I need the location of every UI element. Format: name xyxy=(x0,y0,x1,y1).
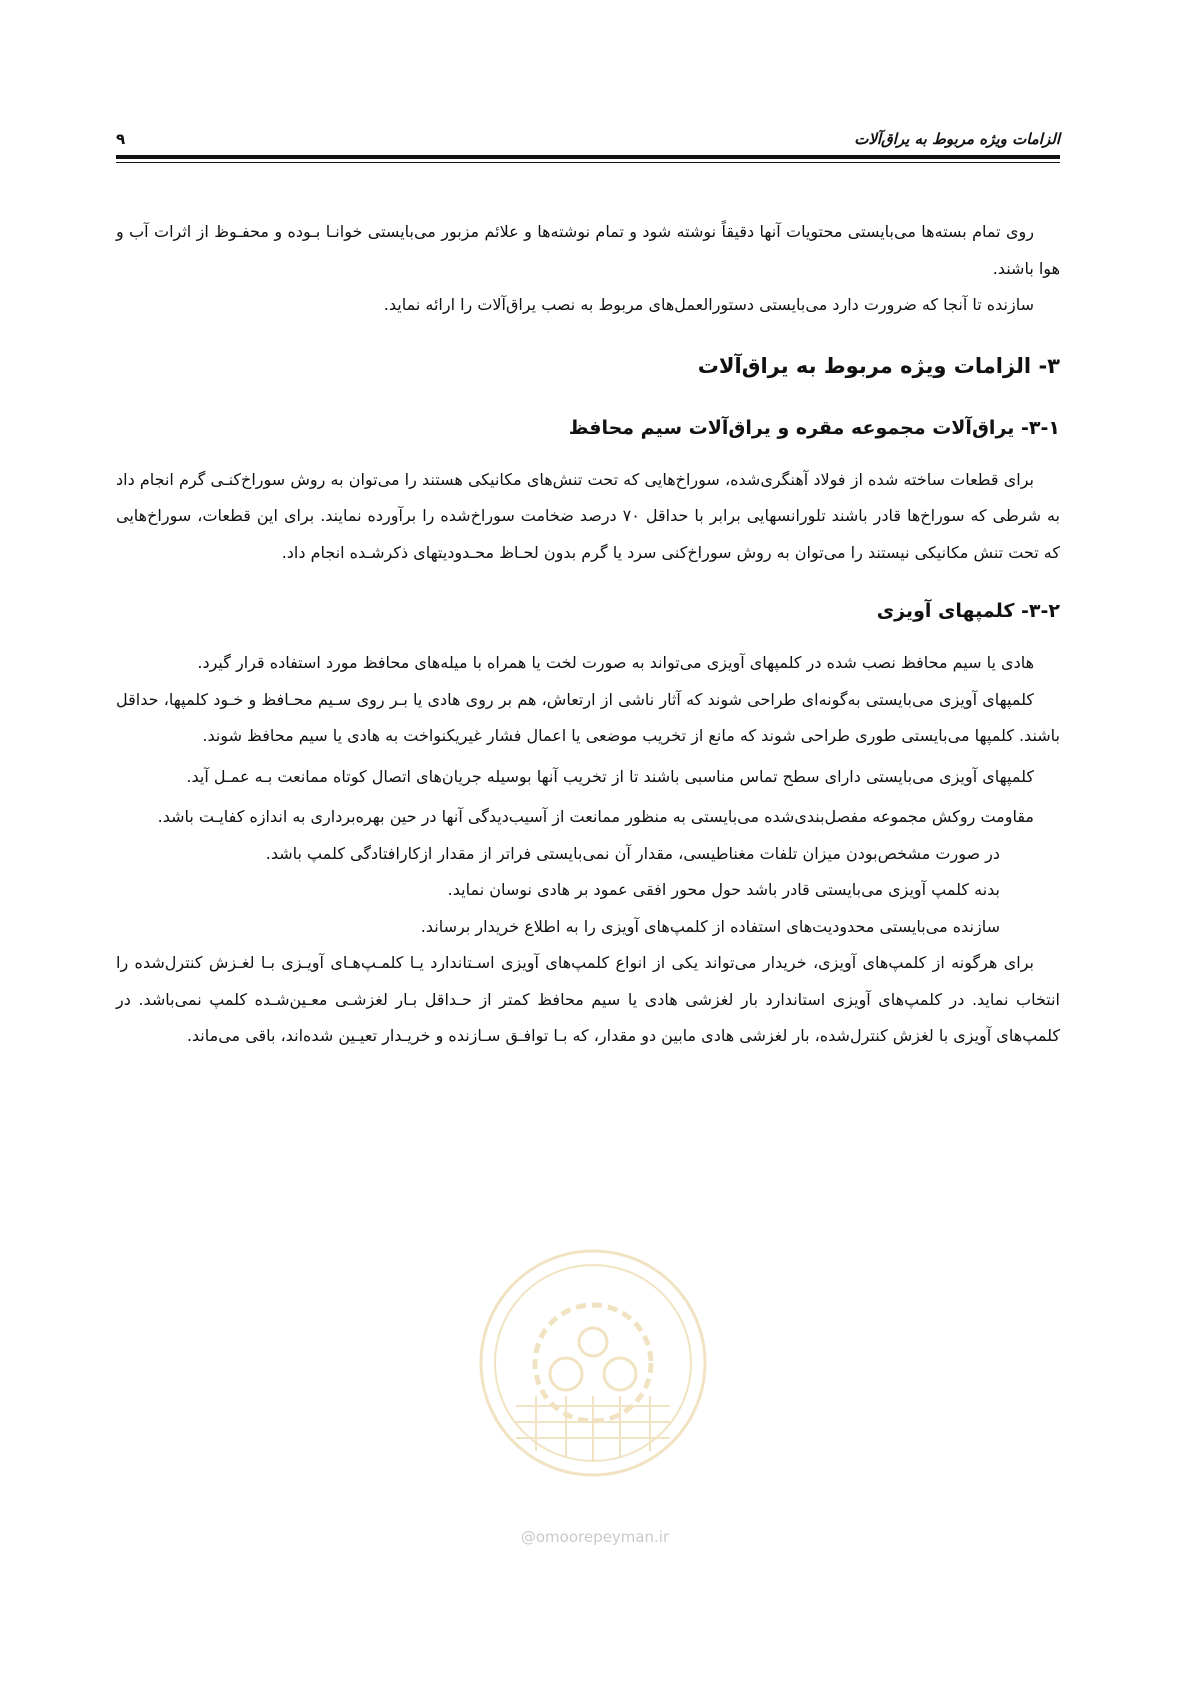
page-number: ۹ xyxy=(116,130,126,148)
paragraph: مقاومت روکش مجموعه مفصل‌بندی‌شده می‌بایستی به منظور ممانعت از آسیب‌دیدگی آنها در حین بهره‌برداری به اندازه کفایـت باشد. xyxy=(157,807,1034,826)
section-heading: ۳- الزامات ویژه مربوط به یراق‌آلات xyxy=(697,353,1060,378)
paragraph: کلمپهای آویزی می‌بایستی دارای سطح تماس مناسبی باشند تا از تخریب آنها بوسیله جریان‌های اتصال کوتاه ممانعت بـه عمـل آید. xyxy=(186,766,1034,786)
header-rule-thin xyxy=(116,162,1060,163)
paragraph: کلمپهای آویزی می‌بایستی به‌گونه‌ای طراحی شوند که آثار ناشی از ارتعاش، هم بر روی هادی یا بـر روی سـیم محـافظ و خـود کلمپها، حداقل باشند. کلمپها می‌بایستی طوری طراحی شوند که مانع از تخریب موضعی یا اعمال فشار غیریکنواخت به هادی یا سیم محافظ شوند. xyxy=(116,689,1060,745)
watermark-seal xyxy=(476,1246,710,1480)
running-title: الزامات ویژه مربوط به یراق‌آلات xyxy=(854,130,1060,148)
page-header xyxy=(116,130,1060,156)
watermark-site: @omoorepeyman.ir xyxy=(520,1528,670,1546)
subsection-heading: ۳-۱- یراق‌آلات مجموعه مقره و یراق‌آلات سیم محافظ xyxy=(568,416,1060,439)
paragraph: سازنده تا آنجا که ضرورت دارد می‌بایستی دستورالعمل‌های مربوط به نصب یراق‌آلات را ارائه نماید. xyxy=(383,295,1034,314)
paragraph: برای هرگونه از کلمپ‌های آویزی، خریدار می‌تواند یکی از انواع کلمپ‌های آویزی اسـتاندارد یـا کلمـپ‌هـای آویـزی بـا لغـزش کنترل‌شده را انتخاب نماید. در کلمپ‌های آویزی استاندارد بار لغزشی هادی یا سیم محافظ کمتر از حـداقل بـار لغزشـی معـین‌شـده کلمپ نمی‌باشد. در کلمپ‌های آویزی با لغزش کنترل‌شده، بار لغزشی هادی مابین دو مقدار، که بـا توافـق سـازنده و خریـدار تعیـین شده‌اند، باقی می‌ماند. xyxy=(116,953,1060,1045)
paragraph: سازنده می‌بایستی محدودیت‌های استفاده از کلمپ‌های آویزی را به اطلاع خریدار برساند. xyxy=(420,916,1000,936)
paragraph: روی تمام بسته‌ها می‌بایستی محتویات آنها دقیقاً نوشته شود و تمام نوشته‌ها و علائم مزبور می‌بایستی خوانـا بـوده و محفـوظ از اثرات آب و هوا باشند. xyxy=(116,222,1060,278)
paragraph: هادی یا سیم محافظ نصب شده در کلمپهای آویزی می‌تواند به صورت لخت یا همراه با میله‌های محافظ مورد استفاده قرار گیرد. xyxy=(197,653,1034,672)
paragraph: در صورت مشخص‌بودن میزان تلفات مغناطیسی، مقدار آن نمی‌بایستی فراتر از مقدار ازکارافتادگی کلمپ باشد. xyxy=(265,843,1000,863)
paragraph: برای قطعات ساخته شده از فولاد آهنگری‌شده، سوراخ‌هایی که تحت تنش‌های مکانیکی هستند را می‌توان به روش سوراخ‌کنـی گرم انجام داد به شرطی که سوراخ‌ها قادر باشند تلورانسهایی برابر با حداقل ۷۰ درصد ضخامت سوراخ‌شده را برآورده نمایند. برای این قطعات، سوراخ‌هایی که تحت تنش مکانیکی نیستند را می‌توان به روش سوراخ‌کنی سرد یا گرم بدون لحـاظ محـدودیتهای ذکرشـده انجام داد. xyxy=(116,469,1060,562)
header-rule-thick xyxy=(116,155,1060,159)
subsection-heading: ۳-۲- کلمپهای آویزی xyxy=(876,600,1060,622)
paragraph: بدنه کلمپ آویزی می‌بایستی قادر باشد حول محور افقی عمود بر هادی نوسان نماید. xyxy=(447,880,1000,899)
body-content xyxy=(116,214,1060,1055)
